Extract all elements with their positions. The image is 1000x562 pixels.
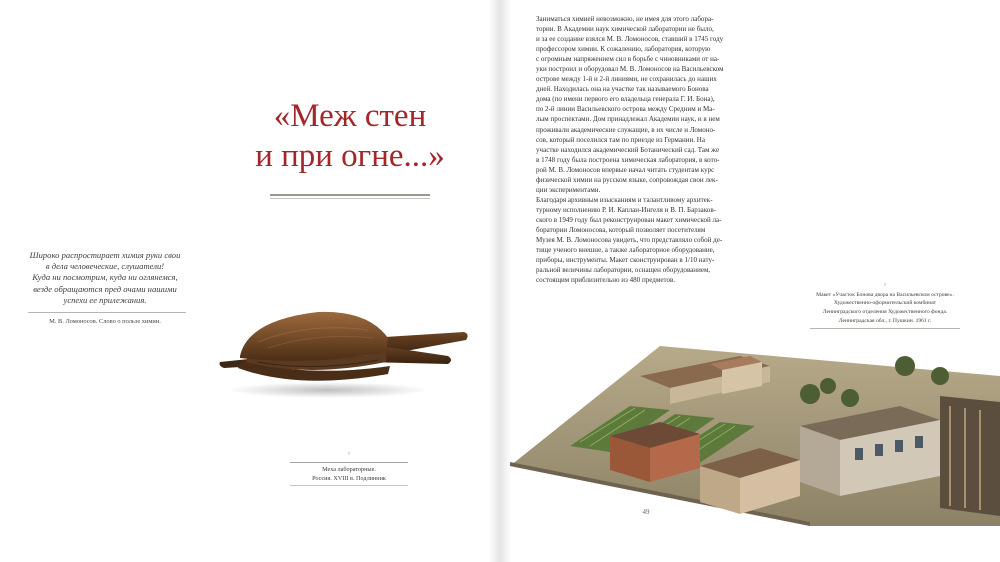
chapter-title-line-2: и при огне...» [255, 138, 445, 174]
epigraph [14, 250, 196, 306]
body-line: участке находился академический Ботанический сад. Там же [536, 145, 720, 154]
caption-divider [290, 462, 408, 463]
caption-line-2: Россия. XVIII в. Подлинник [312, 475, 386, 482]
chapter-title-line-1: «Меж стен [273, 98, 427, 134]
laboratory-model-illustration [510, 336, 1000, 526]
body-line: ральной величины лаборатории, оснащен оборудованием, [536, 266, 711, 275]
body-line: Заниматься химией невозможно, не имея для этого лабора- [536, 15, 714, 23]
body-line: с огромным напряжением сил в борьбе с чиновниками от на- [536, 55, 720, 64]
bellows-illustration [218, 282, 473, 402]
epigraph-line: Широко распростирает химия руки свои [29, 250, 181, 260]
caption-line-1: Меха лабораторные. [322, 466, 376, 473]
body-line: профессором химии. К сожалению, лаборатория, которую [536, 45, 711, 54]
body-line: дома (по имени первого его владельца генерала Г. И. Бона), [536, 95, 715, 104]
body-line: сов, который поселился там по приезде из Германии. На [536, 135, 706, 144]
title-divider [270, 194, 430, 199]
epigraph-line: успехи ее прилежания. [63, 294, 147, 305]
body-line: в 1748 году была построена химическая лаборатория, в кото- [536, 155, 720, 164]
epigraph-line: в дела человеческие, слушатели! [45, 261, 165, 272]
epigraph-divider [28, 312, 186, 313]
body-line: приборы, инструменты. Макет сконструирован в 1/10 нату- [536, 256, 715, 265]
epigraph-line: везде обращаются пред очами нашими [33, 283, 177, 294]
epigraph-source: М. В. Ломоносов. Слово о пользе химии. [49, 318, 161, 325]
body-line: проживали академические служащие, в их числе и Ломоно- [536, 125, 716, 134]
caption-marker-icon: ▿ [347, 452, 351, 457]
epigraph-line: Куда ни посмотрим, куда ни оглянемся, [32, 272, 178, 283]
body-line: физической химии на русском языке, сопровождая свои лек- [536, 175, 718, 184]
body-line: лым проспектами. Дом принадлежал Академии наук, и в нем [536, 115, 720, 124]
caption-divider [290, 485, 408, 486]
body-line: состоящим приблизительно из 480 предметов. [536, 276, 676, 285]
body-line: ского в 1949 году был реконструирован макет химической ла- [536, 215, 722, 224]
page-number: 49 [642, 508, 650, 516]
body-line: тории. В Академии наук химической лаборатории не было, [536, 25, 714, 34]
body-line: турному исполнению Р. И. Каплан-Ингеля и В. П. Барзаков- [536, 205, 717, 214]
body-line: Музея М. В. Ломоносова увидеть, что представляло собой де- [536, 236, 723, 245]
body-line: по 2-й линии Васильевского острова между Средним и Ма- [536, 105, 715, 114]
model-caption-line: Художественно-оформительский комбинат [833, 300, 937, 307]
model-caption [796, 282, 974, 329]
body-line: Благодаря архивным изысканиям и талантливому архитек- [536, 195, 713, 204]
model-caption-line: Ленинградская обл., г. Пушкин. 1961 г. [838, 317, 932, 324]
chapter-title [230, 96, 470, 176]
body-line: рой М. В. Ломоносов впервые начал читать студентам курс [536, 165, 715, 174]
body-line: боратории Ломоносова, который позволяет посетителям [536, 225, 706, 234]
body-line: ции экспериментами. [536, 185, 601, 194]
model-caption-line: Макет «Участок Бонова двора на Васильевском острове». [816, 291, 954, 298]
body-line: и за ее создание взялся М. В. Ломоносов, ставший в 1745 году [536, 35, 724, 44]
caption-marker-icon: ▿ [883, 283, 887, 288]
model-caption-line: Ленинградского отделения Художественного фонда. [822, 309, 948, 316]
body-line: острове между 1-й и 2-й линиями, не сохранилась до наших [536, 75, 717, 84]
body-line: дней. Находилась она на участке так называемого Бонова [536, 85, 709, 94]
body-text [536, 14, 764, 285]
bellows-caption [290, 450, 408, 486]
body-line: тище ученого внешне, а также лабораторное оборудование, [536, 246, 715, 255]
book-gutter [488, 0, 512, 562]
body-line: уки построил и оборудовал М. В. Ломоносов на Васильевском [536, 65, 724, 74]
caption-divider [810, 328, 960, 329]
